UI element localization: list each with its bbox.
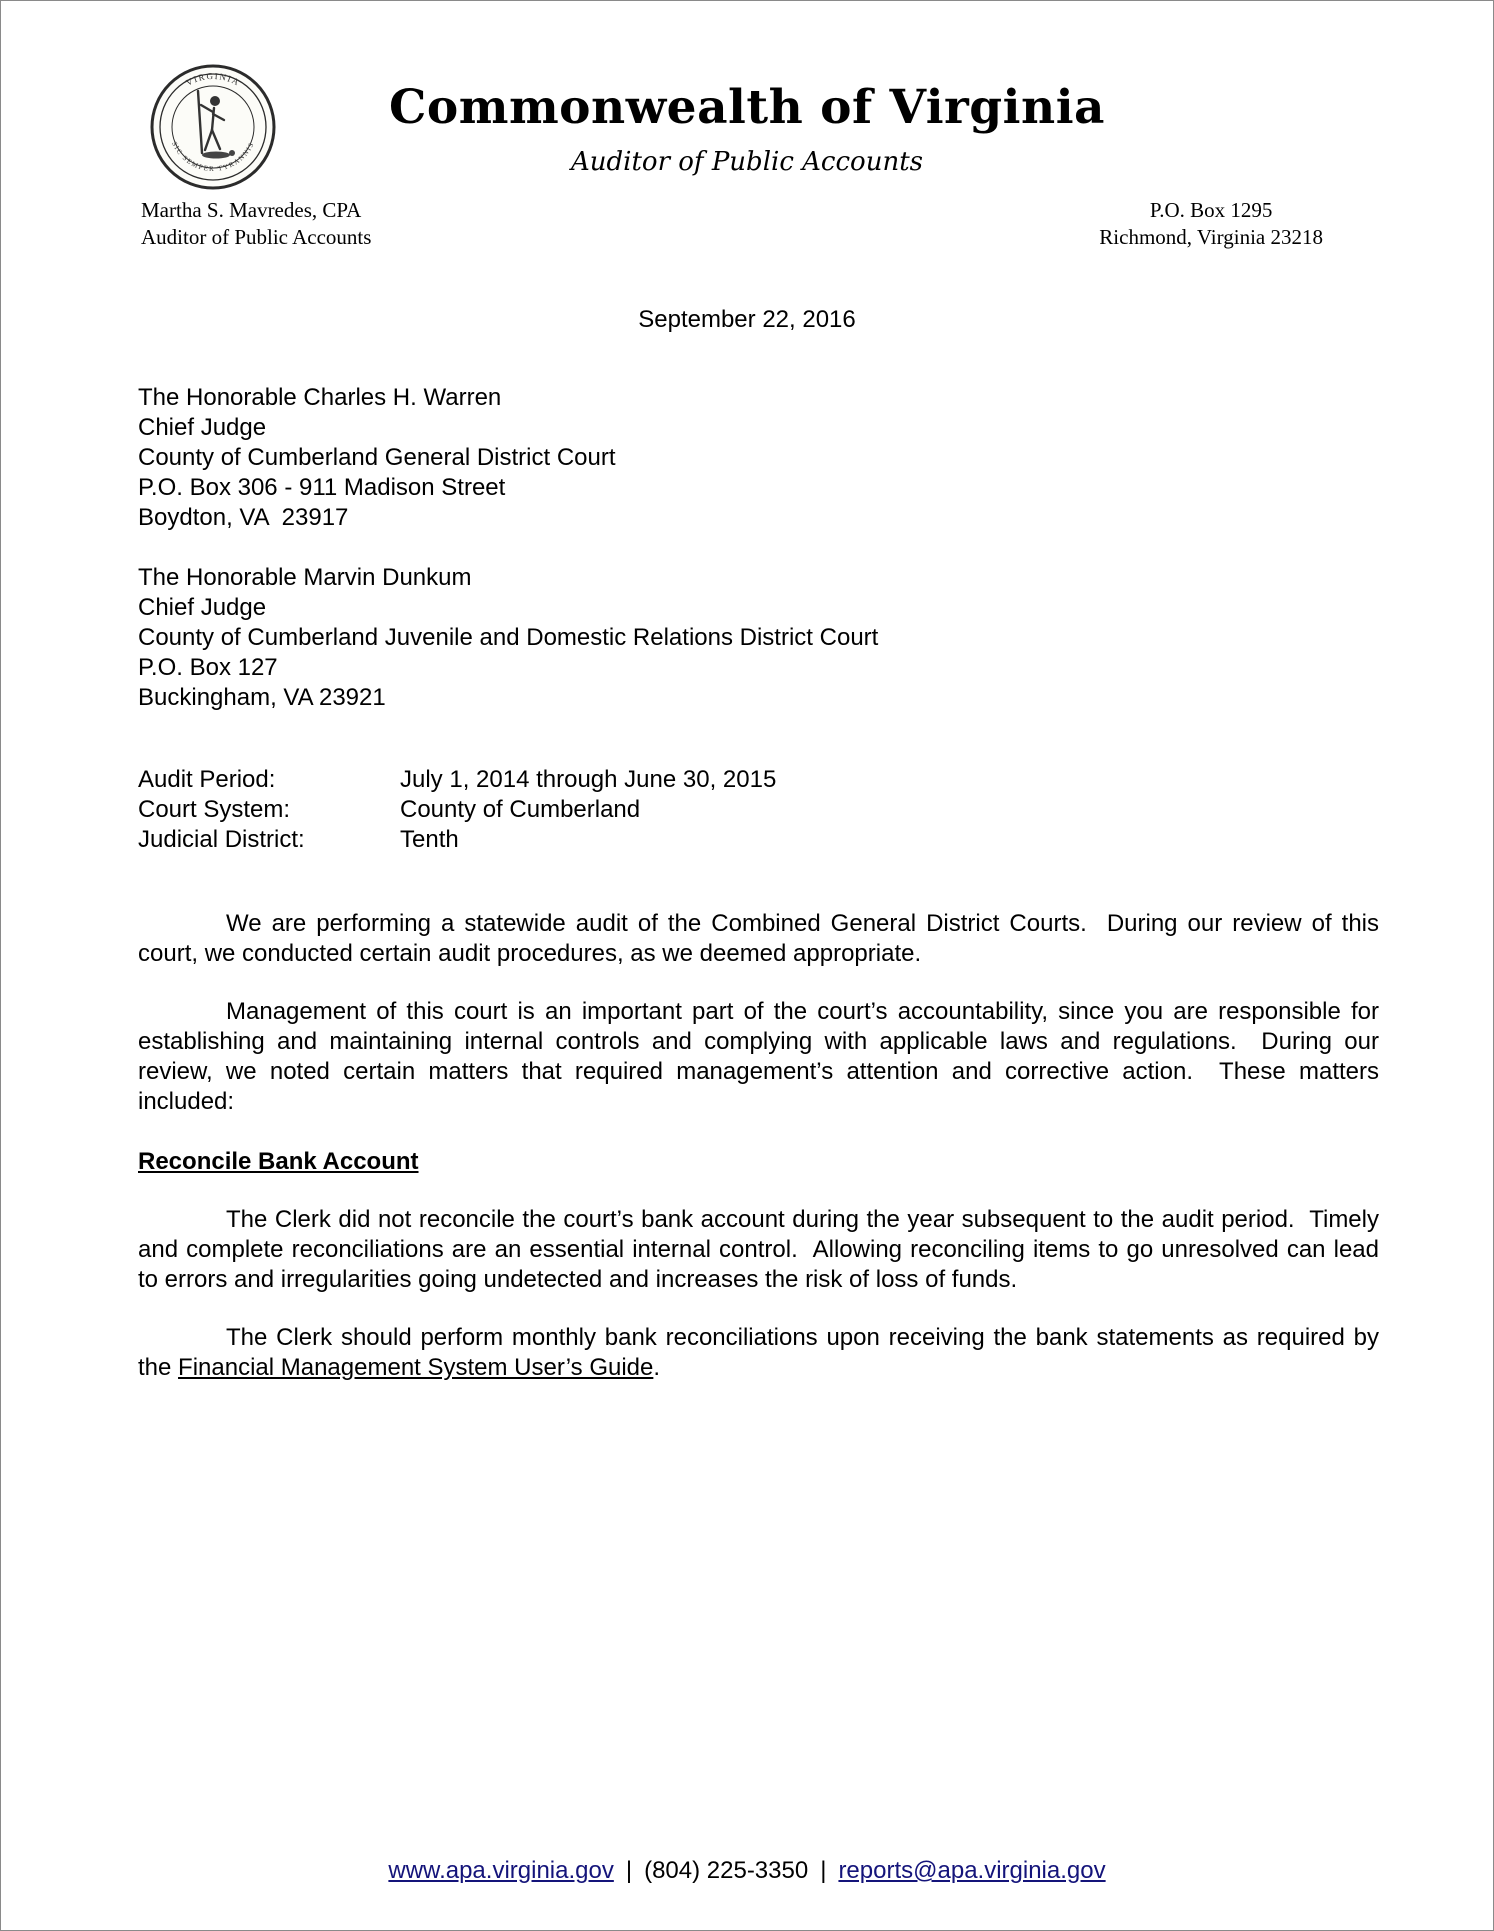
- svg-text:SIC SEMPER TYRANNIS: SIC SEMPER TYRANNIS: [170, 140, 256, 174]
- management-paragraph: Management of this court is an important part of the court’s accountability, since you are responsible for establishing and maintaining internal controls and complying with applicable laws and regulations. During our review, we noted certain matters that required management’s attention and corrective action. These matters included:: [138, 998, 1386, 1115]
- svg-text:VIRGINIA: VIRGINIA: [184, 70, 242, 88]
- recommendation-paragraph: [138, 1323, 1386, 1383]
- fms-user-guide-reference: Financial Management System User’s Guide: [178, 1354, 654, 1381]
- recipient-court: County of Cumberland Juvenile and Domestic Relations District Court: [138, 624, 879, 651]
- letter-footer: [1, 1856, 1493, 1886]
- city-state-zip-line: Richmond, Virginia 23218: [1099, 225, 1323, 249]
- recipient-name: The Honorable Charles H. Warren: [138, 384, 502, 411]
- po-box-line: P.O. Box 1295: [1149, 198, 1273, 222]
- judicial-district-value: Tenth: [400, 826, 459, 853]
- email-link[interactable]: reports@apa.virginia.gov: [838, 1857, 1106, 1884]
- intro-paragraph: We are performing a statewide audit of the Combined General District Courts. During our review of this court, we conducted certain audit procedures, as we deemed appropriate.: [138, 910, 1386, 967]
- letter-date: September 22, 2016: [638, 306, 856, 333]
- recipient-street: P.O. Box 306 - 911 Madison Street: [138, 474, 506, 501]
- letterhead: [1, 1, 1493, 247]
- finding-paragraph: The Clerk did not reconcile the court’s bank account during the year subsequent to the audit period. Timely and complete reconciliations are an essential internal control. Allowing reconciling items to go unresolved can lead to errors and irregularities going undetected and increases the risk of loss of funds.: [138, 1206, 1386, 1293]
- website-link[interactable]: www.apa.virginia.gov: [388, 1857, 614, 1884]
- footer-separator: |: [820, 1857, 827, 1884]
- audit-period-row: [138, 765, 1379, 795]
- recipient-court: County of Cumberland General District Court: [138, 444, 616, 471]
- recommendation-text-end: .: [653, 1354, 661, 1381]
- auditor-identity-block: [141, 197, 371, 251]
- court-system-label: Court System:: [138, 796, 291, 823]
- recommendation-text: The Clerk should perform monthly bank reconciliations upon receiving the bank statements as required by the: [138, 1324, 1386, 1381]
- recipient-title: Chief Judge: [138, 594, 267, 621]
- footer-separator: |: [625, 1857, 633, 1884]
- letterhead-title: Commonwealth of Virginia: [388, 80, 1106, 135]
- auditor-name: Martha S. Mavredes, CPA: [141, 198, 362, 222]
- finding-heading: Reconcile Bank Account: [138, 1148, 419, 1175]
- recipient-street: P.O. Box 127: [138, 654, 278, 681]
- office-address-block: [1099, 197, 1323, 251]
- letterhead-subtitle: Auditor of Public Accounts: [571, 147, 923, 178]
- auditor-title: Auditor of Public Accounts: [141, 225, 372, 249]
- audit-period-label: Audit Period:: [138, 766, 276, 793]
- recipient-name: The Honorable Marvin Dunkum: [138, 564, 472, 591]
- recipient-block-1: [138, 383, 1379, 533]
- recipient-city-state-zip: Buckingham, VA 23921: [138, 684, 386, 711]
- virginia-state-seal-icon: [149, 63, 277, 191]
- recipient-block-2: [138, 563, 1379, 713]
- audit-info-block: [138, 765, 1379, 855]
- court-system-value: County of Cumberland: [400, 796, 641, 823]
- recipient-city-state-zip: Boydton, VA 23917: [138, 504, 349, 531]
- judicial-district-label: Judicial District:: [138, 826, 305, 853]
- judicial-district-row: [138, 825, 1379, 855]
- phone-number: (804) 225-3350: [644, 1857, 809, 1884]
- court-system-row: [138, 795, 1379, 825]
- recipient-title: Chief Judge: [138, 414, 267, 441]
- audit-period-value: July 1, 2014 through June 30, 2015: [400, 766, 777, 793]
- letter-body: [1, 383, 1493, 1383]
